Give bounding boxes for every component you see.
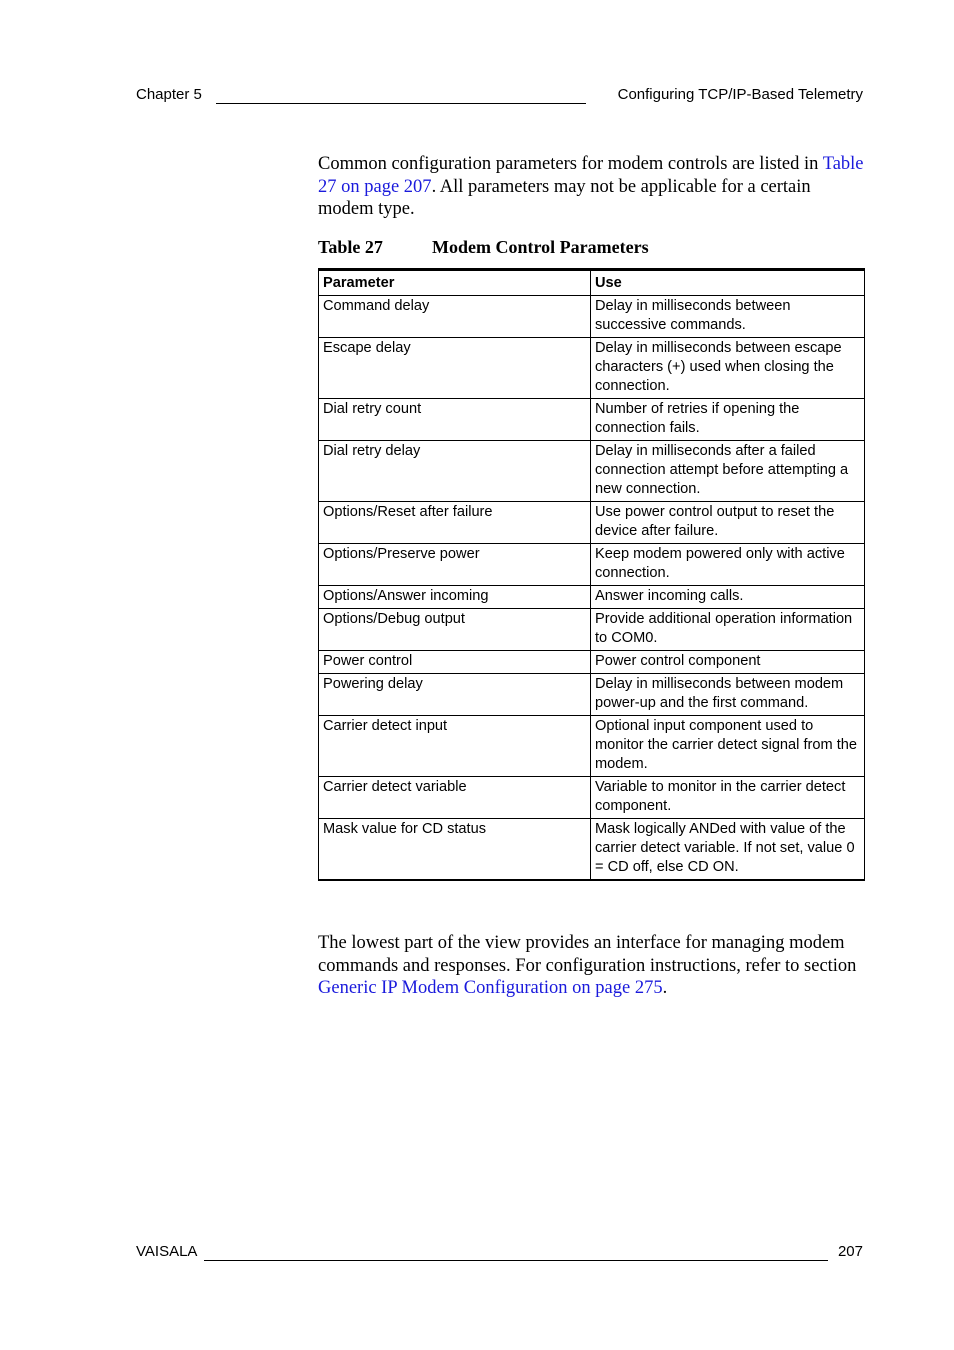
- cell-use: Optional input component used to monitor the carrier detect signal from the modem.: [591, 716, 865, 777]
- cell-parameter: Mask value for CD status: [319, 819, 591, 881]
- cell-parameter: Carrier detect input: [319, 716, 591, 777]
- cell-parameter: Carrier detect variable: [319, 777, 591, 819]
- table-caption: [318, 237, 649, 258]
- header-rule: [216, 103, 586, 104]
- cell-parameter: Powering delay: [319, 674, 591, 716]
- cell-parameter: Options/Answer incoming: [319, 586, 591, 609]
- cell-parameter: Options/Reset after failure: [319, 502, 591, 544]
- cell-use: Keep modem powered only with active connection.: [591, 544, 865, 586]
- table-reference-link[interactable]: Table 27 on page 207: [318, 154, 864, 197]
- outro-text-end: .: [662, 978, 668, 999]
- cell-use: Provide additional operation information to COM0.: [591, 609, 865, 651]
- footer-brand: VAISALA: [136, 1243, 198, 1260]
- cell-use: Delay in milliseconds between modem power-up and the first command.: [591, 674, 865, 716]
- cell-use: Number of retries if opening the connection fails.: [591, 399, 865, 441]
- header-title: Configuring TCP/IP-Based Telemetry: [617, 86, 863, 103]
- table-row: [319, 674, 865, 716]
- table-row: [319, 338, 865, 399]
- cell-parameter: Options/Debug output: [319, 609, 591, 651]
- table-row: [319, 441, 865, 502]
- intro-paragraph: [318, 153, 868, 221]
- cell-parameter: Power control: [319, 651, 591, 674]
- page-number: 207: [837, 1243, 863, 1260]
- table-row: [319, 502, 865, 544]
- table-row: [319, 544, 865, 586]
- table-body: [319, 296, 865, 881]
- cell-use: Delay in milliseconds between successive commands.: [591, 296, 865, 338]
- outro-text: The lowest part of the view provides an interface for managing modem commands and responses. For configuration instructions, refer to section: [318, 933, 857, 976]
- table-row: [319, 609, 865, 651]
- table-row: [319, 399, 865, 441]
- cell-parameter: Escape delay: [319, 338, 591, 399]
- cell-use: Use power control output to reset the device after failure.: [591, 502, 865, 544]
- cell-parameter: Options/Preserve power: [319, 544, 591, 586]
- cell-use: Delay in milliseconds after a failed connection attempt before attempting a new connection.: [591, 441, 865, 502]
- table-row: [319, 651, 865, 674]
- footer-rule: [204, 1260, 828, 1261]
- header-parameter: Parameter: [319, 270, 591, 296]
- table-title: Modem Control Parameters: [432, 237, 649, 257]
- cell-use: Mask logically ANDed with value of the carrier detect variable. If not set, value 0 = CD off, else CD ON.: [591, 819, 865, 881]
- modem-config-link[interactable]: Generic IP Modem Configuration on page 275: [318, 978, 663, 999]
- table-header-row: [319, 270, 865, 296]
- modem-control-table: [318, 268, 865, 881]
- header-chapter: Chapter 5: [136, 86, 202, 103]
- table-label: Table 27: [318, 237, 383, 257]
- header-use: Use: [591, 270, 865, 296]
- table-row: [319, 819, 865, 881]
- table-row: [319, 586, 865, 609]
- cell-parameter: Dial retry delay: [319, 441, 591, 502]
- outro-paragraph: [318, 932, 868, 1000]
- cell-use: Delay in milliseconds between escape characters (+) used when closing the connection.: [591, 338, 865, 399]
- intro-text-end: . All parameters may not be applicable for a certain modem type.: [318, 176, 811, 220]
- table-row: [319, 777, 865, 819]
- intro-text: Common configuration parameters for modem controls are listed in: [318, 154, 823, 174]
- cell-use: Variable to monitor in the carrier detect component.: [591, 777, 865, 819]
- cell-use: Answer incoming calls.: [591, 586, 865, 609]
- table-row: [319, 716, 865, 777]
- cell-use: Power control component: [591, 651, 865, 674]
- cell-parameter: Dial retry count: [319, 399, 591, 441]
- cell-parameter: Command delay: [319, 296, 591, 338]
- table-row: [319, 296, 865, 338]
